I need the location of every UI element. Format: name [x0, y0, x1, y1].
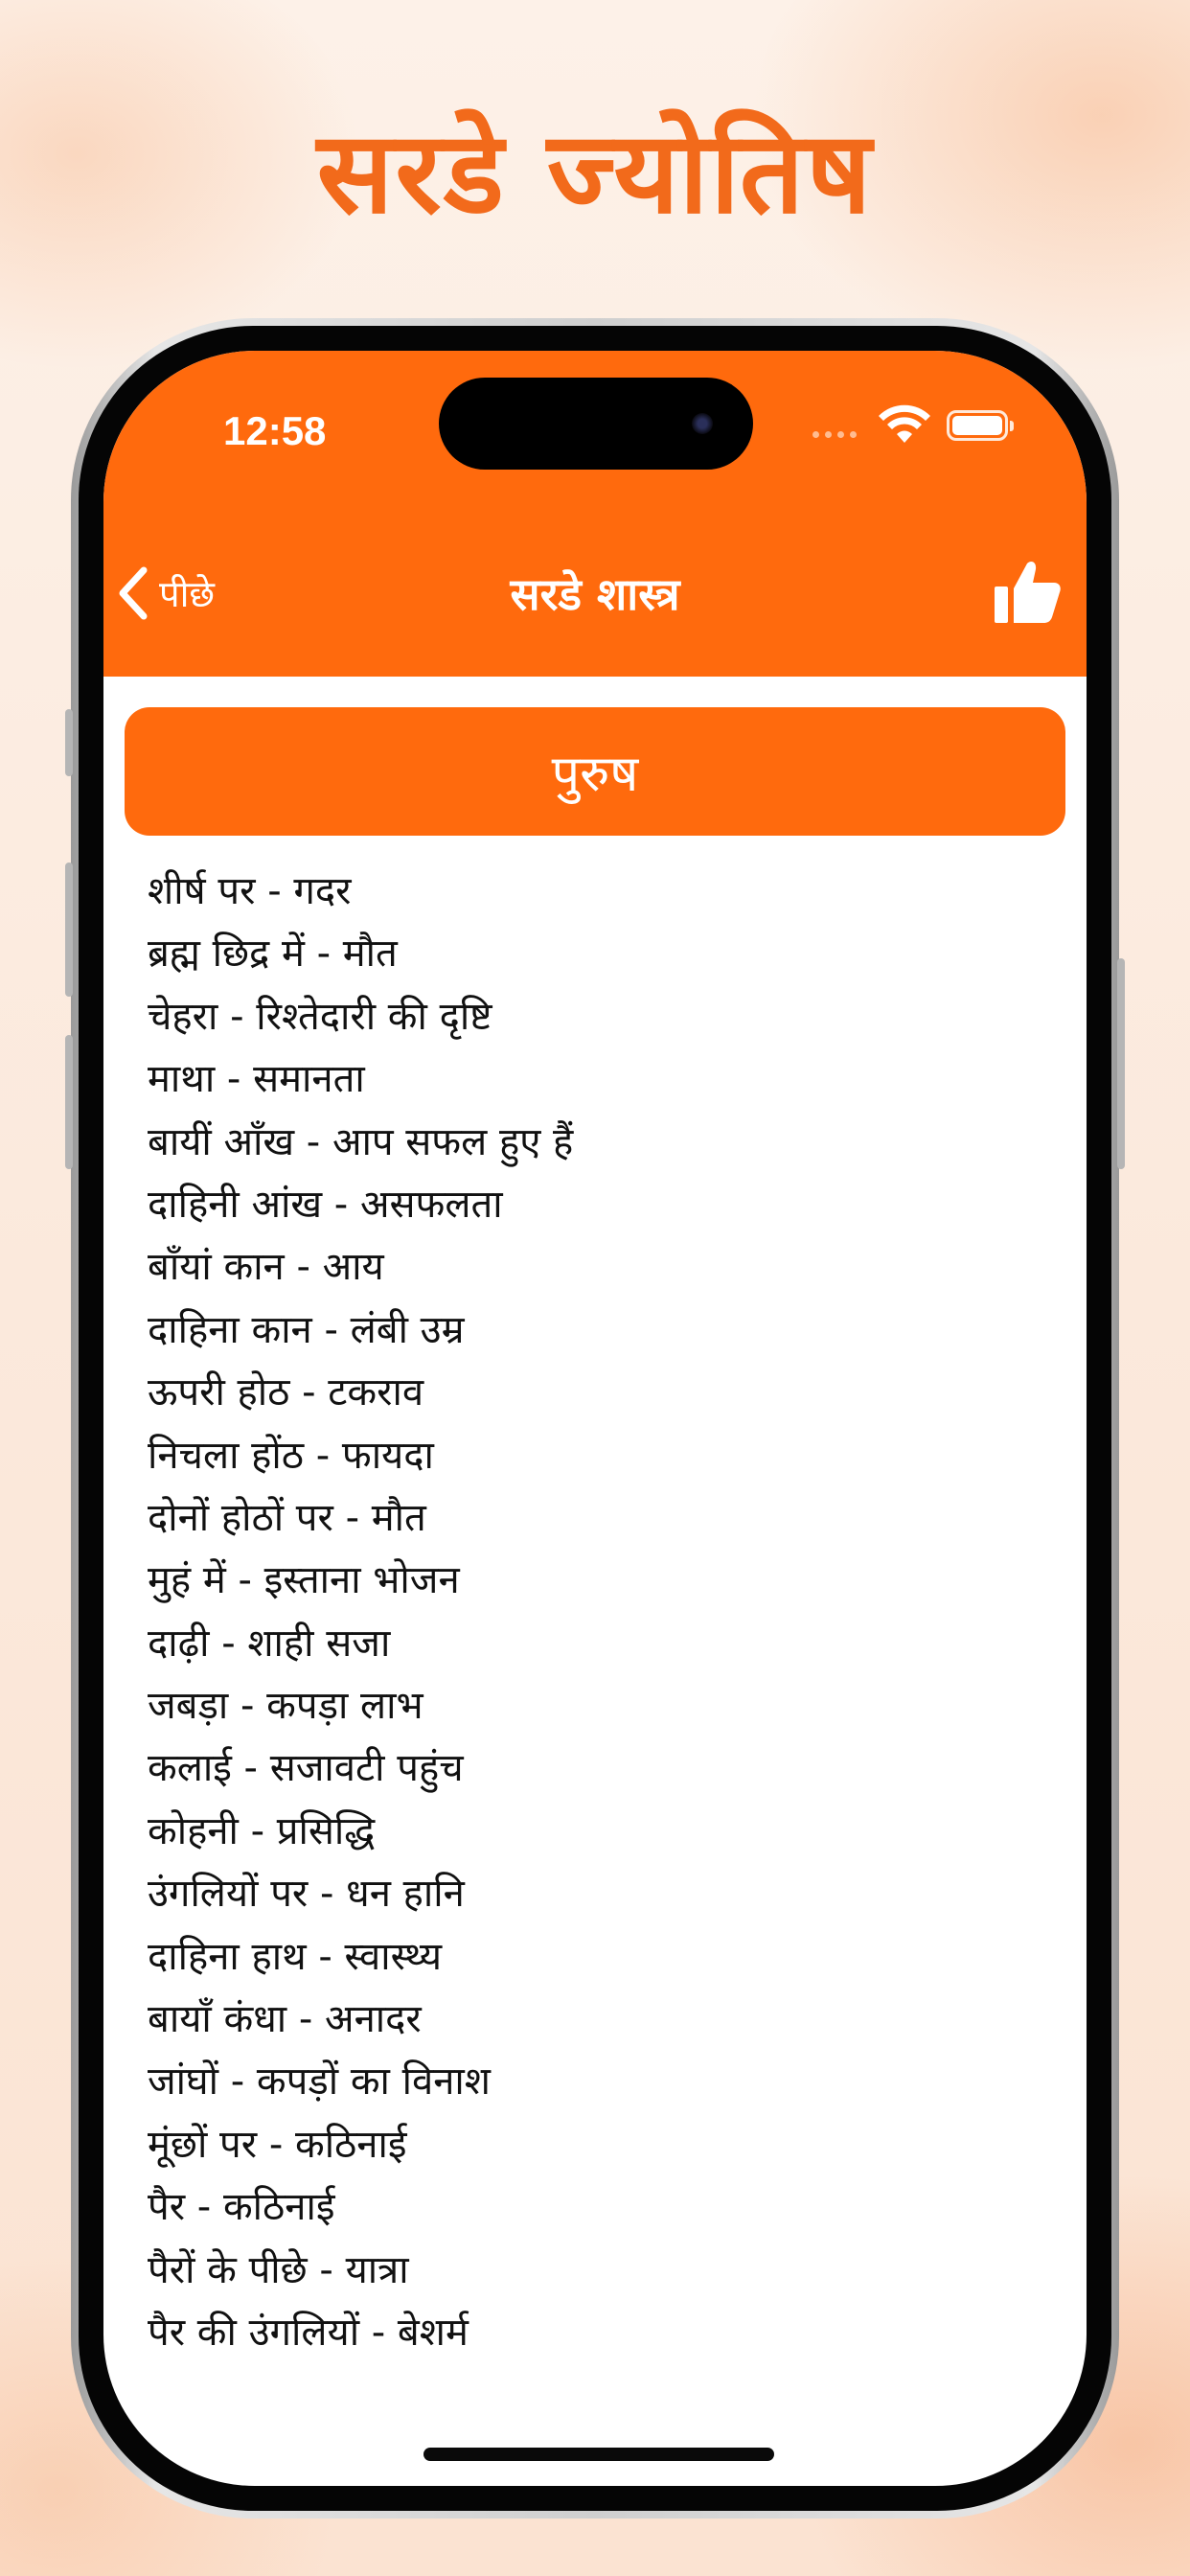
list-item: पैर की उंगलियों - बेशर्म	[148, 2310, 469, 2355]
list-item: दाढ़ी - शाही सजा	[148, 1621, 391, 1666]
list-item: जांघों - कपड़ों का विनाश	[148, 2059, 491, 2104]
battery-icon	[947, 410, 1008, 441]
list-item: जबड़ा - कपड़ा लाभ	[148, 1684, 423, 1729]
nav-title: सरडे शास्त्र	[510, 568, 680, 620]
section-title: पुरुष	[551, 745, 639, 803]
list-item: ब्रह्म छिद्र में - मौत	[148, 932, 398, 977]
home-indicator[interactable]	[423, 2448, 774, 2461]
list-item: दोनों होठों पर - मौत	[148, 1495, 426, 1540]
app-screen	[103, 351, 1087, 2486]
list-item: बायाँ कंधा - अनादर	[148, 1997, 422, 2042]
volume-down-button	[65, 1035, 73, 1169]
list-item: कोहनी - प्रसिद्धि	[148, 1808, 376, 1853]
list-item: बाँयां कान - आय	[148, 1245, 384, 1290]
phone-frame	[71, 318, 1119, 2518]
camera-icon	[692, 413, 713, 434]
list-item: चेहरा - रिश्तेदारी की दृष्टि	[148, 994, 492, 1039]
list-item: बायीं आँख - आप सफल हुए हैं	[148, 1119, 574, 1164]
list-item: दाहिना हाथ - स्वास्थ्य	[148, 1934, 443, 1979]
list-item: दाहिना कान - लंबी उम्र	[148, 1307, 465, 1352]
wifi-icon	[878, 404, 931, 447]
list-item: पैर - कठिनाई	[148, 2185, 335, 2230]
list-item: माथा - समानता	[148, 1057, 365, 1102]
list-item: मुहं में - इस्ताना भोजन	[148, 1558, 460, 1603]
phone-bezel	[79, 326, 1111, 2511]
list-item: निचला होंठ - फायदा	[148, 1433, 434, 1478]
entry-list	[148, 861, 573, 2364]
list-item: शीर्ष पर - गदर	[148, 869, 352, 913]
section-banner	[125, 707, 1065, 836]
app-header	[103, 351, 1087, 677]
list-item: ऊपरी होठ - टकराव	[148, 1370, 424, 1415]
list-item: पैरों के पीछे - यात्रा	[148, 2247, 409, 2292]
promo-title: सरडे ज्योतिष	[316, 106, 874, 239]
dynamic-island	[439, 378, 753, 470]
status-time: 12:58	[223, 408, 327, 453]
list-item: उंगलियों पर - धन हानि	[148, 1872, 465, 1917]
back-label: पीछे	[159, 573, 216, 615]
thumbs-up-icon[interactable]	[991, 556, 1064, 629]
action-button	[65, 709, 73, 776]
list-item: कलाई - सजावटी पहुंच	[148, 1746, 464, 1791]
list-item: दाहिनी आंख - असफलता	[148, 1182, 503, 1227]
cellular-signal-icon	[812, 431, 857, 438]
list-item: मूंछों पर - कठिनाई	[148, 2122, 407, 2167]
power-button	[1117, 958, 1125, 1169]
volume-up-button	[65, 862, 73, 997]
